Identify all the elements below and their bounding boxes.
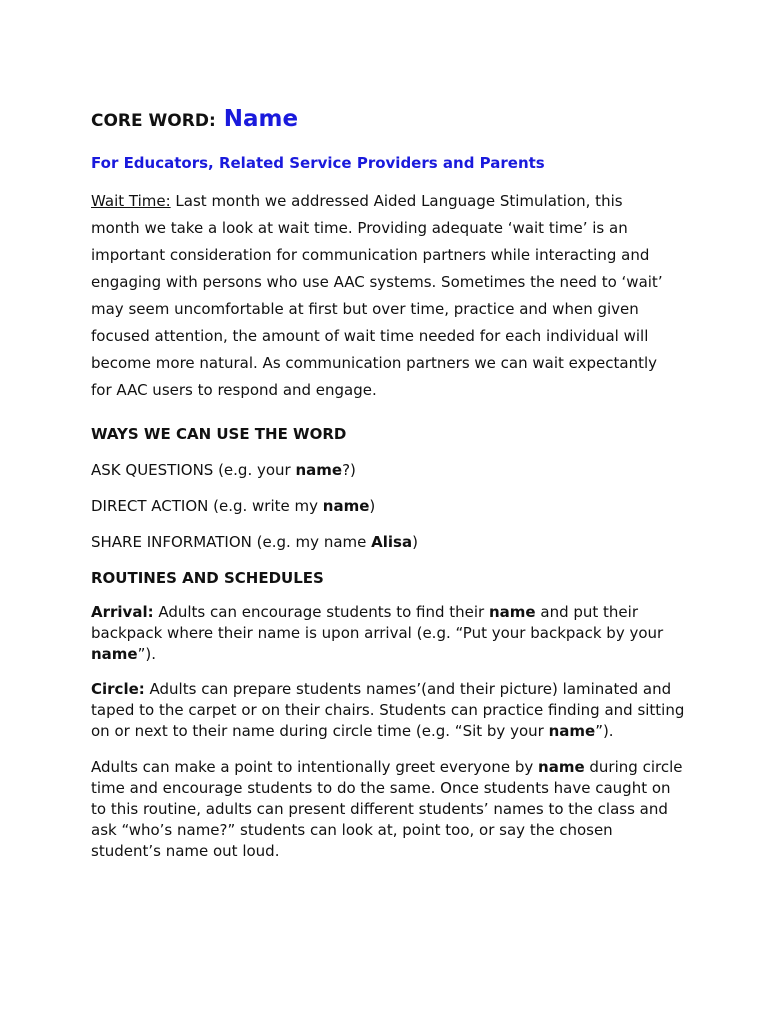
use-bold-word: name bbox=[322, 497, 370, 515]
ways-heading: WAYS WE CAN USE THE WORD bbox=[91, 425, 347, 443]
use-text: ) bbox=[369, 497, 376, 515]
use-bold-word: Alisa bbox=[371, 533, 413, 551]
paragraph-text: ”). bbox=[137, 645, 157, 663]
core-word-value: Name bbox=[223, 106, 299, 132]
use-text: ASK QUESTIONS (e.g. your bbox=[91, 461, 296, 479]
arrival-paragraph bbox=[91, 602, 686, 665]
use-text: DIRECT ACTION (e.g. write my bbox=[91, 497, 323, 515]
paragraph-text: ”). bbox=[595, 722, 614, 740]
bold-word: name bbox=[548, 722, 596, 740]
bold-word: name bbox=[538, 758, 585, 776]
use-direct-action bbox=[91, 497, 691, 515]
paragraph-text: Adults can prepare students names’(and their picture) laminated and taped to the carpet or on their chairs. Students can practice finding and sitting on or next to their name during circle time (e.g. “Sit by your bbox=[91, 680, 685, 740]
core-word-title bbox=[91, 106, 691, 140]
circle-paragraph bbox=[91, 679, 686, 742]
paragraph-text: Adults can make a point to intentionally greet everyone by bbox=[91, 758, 539, 776]
use-text: SHARE INFORMATION (e.g. my name bbox=[91, 533, 372, 551]
core-word-label: CORE WORD: bbox=[91, 111, 216, 131]
use-text: ?) bbox=[342, 461, 356, 479]
paragraph-text: Adults can encourage students to find their bbox=[153, 603, 489, 621]
bold-word: name bbox=[91, 645, 138, 663]
audience-subtitle: For Educators, Related Service Providers and Parents bbox=[91, 154, 545, 172]
paragraph-text: and put their backpack where their name is upon arrival (e.g. “Put your backpack by your bbox=[91, 603, 664, 642]
use-bold-word: name bbox=[295, 461, 343, 479]
bold-word: name bbox=[489, 603, 536, 621]
circle-lead: Circle: bbox=[91, 680, 145, 698]
routines-heading: ROUTINES AND SCHEDULES bbox=[91, 569, 324, 587]
use-share-information bbox=[91, 533, 691, 551]
document-page bbox=[91, 106, 691, 862]
wait-time-text: Last month we addressed Aided Language Stimulation, this month we take a look at wait time. Providing adequate ‘wait time’ is an important consideration for communication partners while interacting and engaging with persons who use AAC systems. Sometimes the need to ‘wait’ may seem uncomfortable at first but over time, practice and when given focused attention, the amount of wait time needed for each individual will become more natural. As communication partners we can wait expectantly for AAC users to respond and engage. bbox=[91, 192, 663, 399]
use-ask-questions bbox=[91, 461, 691, 479]
greeting-paragraph bbox=[91, 757, 686, 862]
wait-time-lead: Wait Time: bbox=[91, 192, 171, 210]
wait-time-paragraph bbox=[91, 188, 671, 404]
use-text: ) bbox=[412, 533, 418, 551]
paragraph-text: during circle time and encourage students to do the same. Once students have caught on to this routine, adults can present different students’ names to the class and ask “who’s name?” students can look at, point too, or say the chosen student’s name out loud. bbox=[91, 758, 683, 860]
arrival-lead: Arrival: bbox=[91, 603, 154, 621]
